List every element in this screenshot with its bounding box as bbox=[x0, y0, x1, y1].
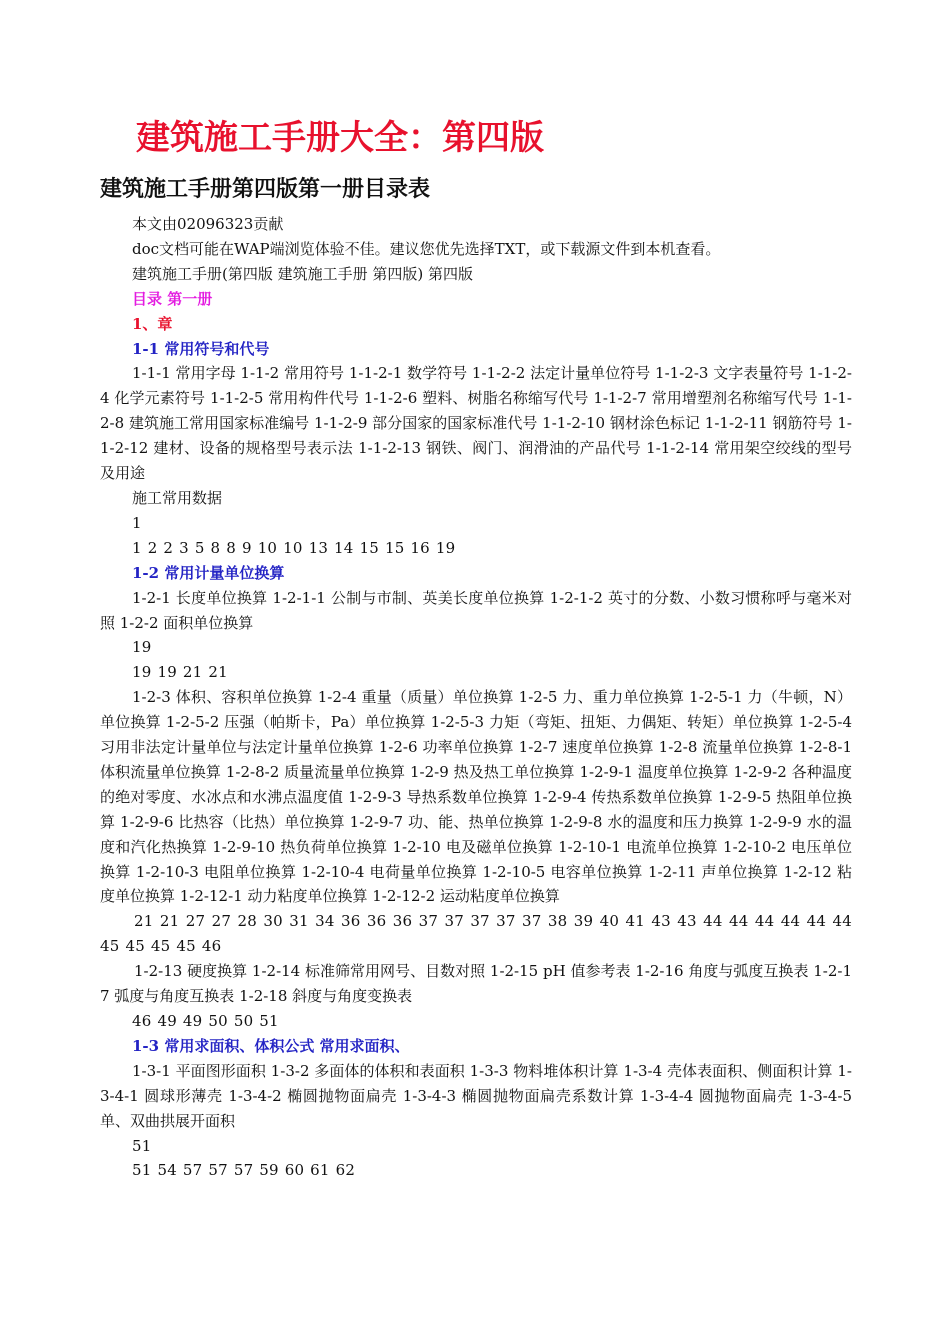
section-entries-1-2-a: 1-2-1 长度单位换算 1-2-1-1 公制与市制、英美长度单位换算 1-2-1-2 英寸的分数、小数习惯称呼与毫米对照 1-2-2 面积单位换算 bbox=[100, 588, 852, 632]
format-notice: doc文档可能在WAP端浏览体验不佳。建议您优先选择TXT，或下载源文件到本机查看。 bbox=[132, 239, 721, 258]
page-numbers-1-2-b: 21 21 27 27 28 30 31 34 36 36 36 37 37 37 37 37 38 39 40 41 43 43 44 44 44 44 44 44 45 45 45 45 46 bbox=[100, 912, 852, 956]
keywords-line: 建筑施工手册(第四版 建筑施工手册 第四版) 第四版 bbox=[132, 264, 474, 283]
toc-heading: 目录 第一册 bbox=[132, 289, 213, 308]
page-numbers-1-2-a: 19 19 21 21 bbox=[132, 663, 228, 682]
page-numbers-1-1-first: 1 bbox=[132, 513, 142, 532]
document-subtitle: 建筑施工手册第四版第一册目录表 bbox=[100, 176, 431, 202]
contributor-line: 本文由02096323贡献 bbox=[132, 215, 284, 233]
page-numbers-1-3: 51 54 57 57 57 59 60 61 62 bbox=[132, 1161, 356, 1180]
page-numbers-1-2-c: 46 49 49 50 50 51 bbox=[132, 1012, 279, 1030]
section-heading-1-1: 1-1 常用符号和代号 bbox=[132, 339, 270, 358]
document-title: 建筑施工手册大全：第四版 bbox=[136, 118, 544, 158]
page-numbers-1-1: 1 2 2 3 5 8 8 9 10 10 13 14 15 15 16 19 bbox=[132, 538, 456, 557]
section-heading-1-2: 1-2 常用计量单位换算 bbox=[132, 563, 285, 582]
section-entries-1-2-c: 1-2-13 硬度换算 1-2-14 标准筛常用网号、目数对照 1-2-15 pH 值参考表 1-2-16 角度与弧度互换表 1-2-17 弧度与角度互换表 1-2-18 斜度与角度变换表 bbox=[100, 962, 852, 1006]
section-entries-1-2-b: 1-2-3 体积、容积单位换算 1-2-4 重量（质量）单位换算 1-2-5 力、重力单位换算 1-2-5-1 力（牛顿，N）单位换算 1-2-5-2 压强（帕斯卡，Pa）单位换算 1-2-5-3 力矩（弯矩、扭矩、力偶矩、转矩）单位换算 1-2-5-4 习用非法定计量单位与法定计量单位换算 1-2-6 功率单位换算 1-2-7 速度单位换算 1-2-8 流量单位换算 1-2-8-1 体积流量单位换算 1-2-8-2 质量流量单位换算 1-2-9 热及热工单位换算 1-2-9-1 温度单位换算 1-2-9-2 各种温度的绝对零度、水冰点和水沸点温度值 1-2-9-3 导热系数单位换算 1-2-9-4 传热系数单位换算 1-2-9-5 热阻单位换算 1-2-9-6 比热容（比热）单位换算 1-2-9-7 功、能、热单位换算 1-2-9-8 水的温度和压力换算 1-2-9-9 水的温度和汽化热换算 1-2-9-10 热负荷单位换算 1-2-10 电及磁单位换算 1-2-10-1 电流单位换算 1-2-10-2 电压单位换算 1-2-10-3 电阻单位换算 1-2-10-4 电荷量单位换算 1-2-10-5 电容单位换算 1-2-11 声单位换算 1-2-12 粘度单位换算 1-2-12-1 动力粘度单位换算 1-2-12-2 运动粘度单位换算 bbox=[100, 688, 852, 906]
page-numbers-1-3-first: 51 bbox=[132, 1136, 152, 1155]
chapter-heading: 1、章 bbox=[132, 314, 173, 333]
section-entries-1-3: 1-3-1 平面图形面积 1-3-2 多面体的体积和表面积 1-3-3 物料堆体积计算 1-3-4 壳体表面积、侧面积计算 1-3-4-1 圆球形薄壳 1-3-4-2 椭圆抛物面扁壳 1-3-4-3 椭圆抛物面扁壳系数计算 1-3-4-4 圆抛物面扁壳 1-3-4-5 单、双曲拱展开面积 bbox=[100, 1061, 852, 1130]
document-body bbox=[100, 212, 852, 1183]
section-extra-label-1-1: 施工常用数据 bbox=[132, 488, 223, 507]
section-heading-1-3: 1-3 常用求面积、体积公式 常用求面积、 bbox=[132, 1036, 410, 1055]
page-numbers-1-2-a-first: 19 bbox=[132, 638, 152, 657]
section-entries-1-1: 1-1-1 常用字母 1-1-2 常用符号 1-1-2-1 数学符号 1-1-2-2 法定计量单位符号 1-1-2-3 文字表量符号 1-1-2-4 化学元素符号 1-1-2-5 常用构件代号 1-1-2-6 塑料、树脂名称缩写代号 1-1-2-7 常用增塑剂名称缩写代号 1-1-2-8 建筑施工常用国家标准编号 1-1-2-9 部分国家的国家标准代号 1-1-2-10 钢材涂色标记 1-1-2-11 钢筋符号 1-1-2-12 建材、设备的规格型号表示法 1-1-2-13 钢铁、阀门、润滑油的产品代号 1-1-2-14 常用架空绞线的型号及用途 bbox=[100, 364, 852, 483]
